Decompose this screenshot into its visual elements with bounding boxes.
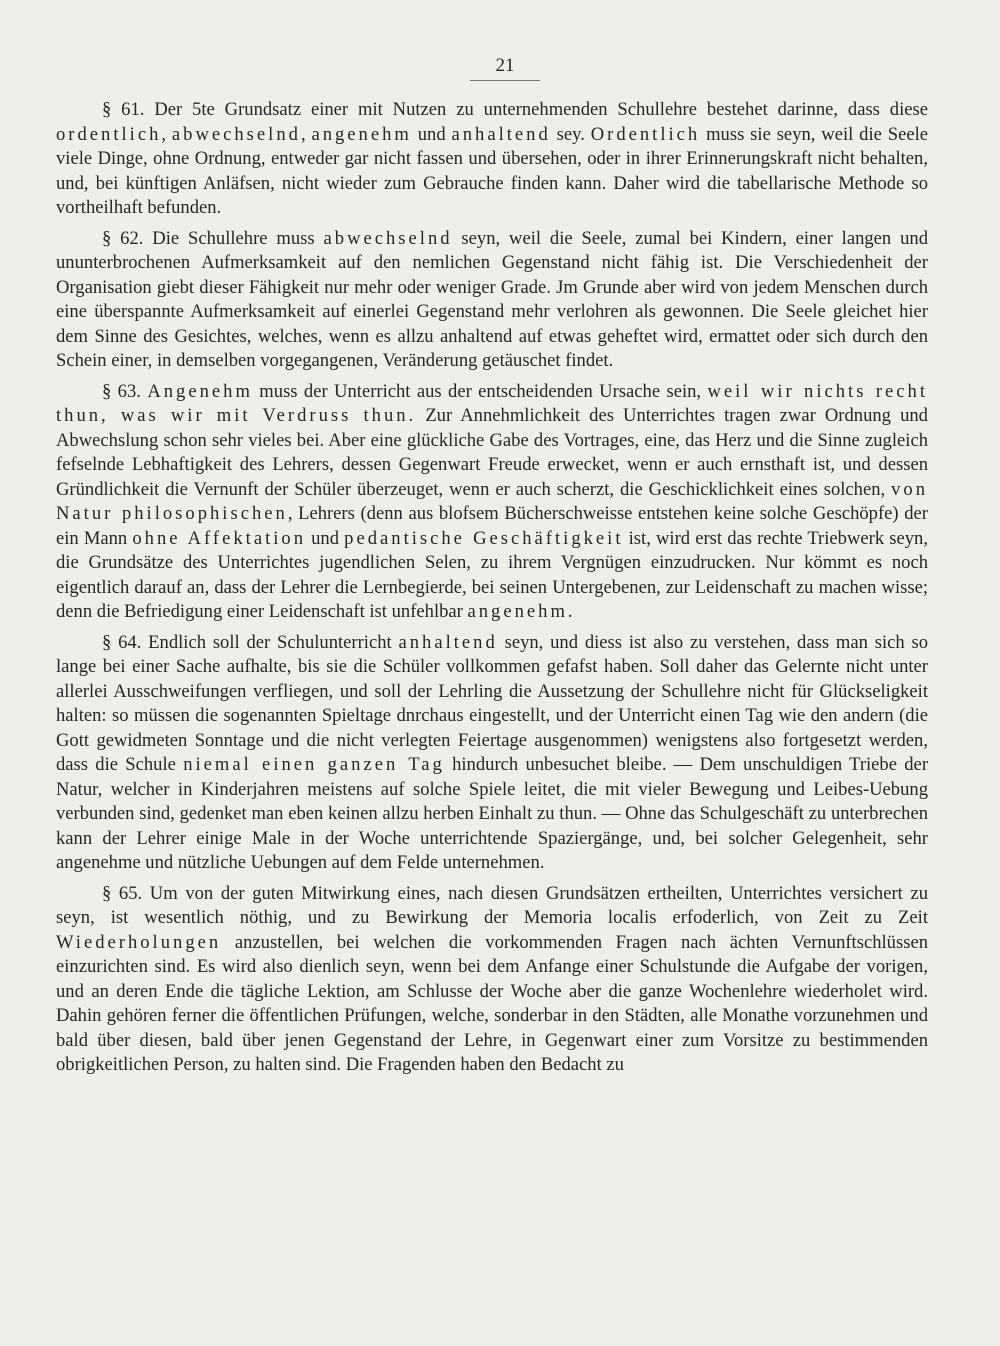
text-run: muss der Unterricht aus der entscheidenden Ursache sein, <box>252 380 708 402</box>
text-run: seyn, und diess ist also zu verstehen, dass man sich so lange bei einer Sache aufhalte, bis sie die Schüler vollkommen gefafst haben. Soll daher das Gelernte nicht unter allerlei Ausschweifungen verfliegen, und soll der Lehrling die Aussetzung der Schullehre nicht für Glückseligkeit halten: so müssen die sogenannten Spieltage dnrchaus eingestellt, und der Unterricht einen Tag wie den andern (die Gott gewidmeten Sonntage und die nicht verlegten Feiertage ausgenommen) wenigstens also fortgesetzt werden, dass die Schule <box>56 631 929 775</box>
page-number: 21 <box>470 55 540 81</box>
text-run: muss sie seyn, weil die Seele viele Dinge, ohne Ordnung, entweder gar nicht fassen und übersehen, oder in ihrer Erinnerungskraft nicht behalten, und, bei künftigen Anläfsen, nicht wieder zum Gebrauche finden kann. Daher wird die tabellarische Methode so vortheilhaft befunden. <box>56 123 929 218</box>
spaced-emphasis-text: ordentlich <box>56 123 162 145</box>
spaced-emphasis-text: ohne Affektation <box>132 527 306 549</box>
spaced-emphasis-text: Wiederholungen <box>56 931 222 953</box>
text-run: Der 5te Grundsatz einer mit Nutzen zu unternehmenden Schullehre bestehet darinne, dass diese <box>154 99 929 120</box>
text-run: . <box>567 601 573 622</box>
spaced-emphasis-text: Ordentlich <box>590 123 701 145</box>
section-number: § 63. <box>102 380 141 402</box>
spaced-emphasis-text: niemal einen ganzen Tag <box>183 754 445 775</box>
text-run: hindurch unbesuchet bleibe. — Dem unschuldigen Triebe der Natur, welcher in Kinderjahren meistens auf solche Spiele leitet, die mit vieler Bewegung und Leibes-Uebung verbunden sind, gedenket man eben keinen allzu herben Einhalt zu thun. — Ohne das Schulgeschäft zu unterbrechen kann der Lehrer einige Male in der Woche unterrichtende Spaziergänge, und, bei solcher Gelegenheit, sehr angenehme und nützliche Uebungen auf dem Felde unternehmen. <box>56 754 929 873</box>
spaced-emphasis-text: anhaltend <box>398 631 498 653</box>
paragraph <box>56 631 928 876</box>
paragraph <box>56 882 928 1078</box>
section-number: § 61. <box>102 99 145 120</box>
spaced-emphasis-text: angenehm <box>311 123 412 145</box>
text-run: , <box>300 123 312 145</box>
text-run: anzustellen, bei welchen die vorkommenden Fragen nach ächten Vernunftschlüssen einzurichten sind. Es wird also dienlich seyn, wenn bei dem Anfange einer Schulstunde die Aufgabe der vorigen, und an deren Ende die tägliche Lektion, am Schlusse der Woche aber die ganze Wochenlehre wiederholet wird. Dahin gehören ferner die öffentlichen Prüfungen, welche, sonderbar in den Städten, alle Monathe vorzunehmen und bald über diesen, bald über jenen Gegenstand der Lehre, in Gegenwart einer zum Vorsitze zu bestimmenden obrigkeitlichen Person, zu halten sind. Die Fragenden haben den Bedacht zu <box>56 931 928 1075</box>
text-run: sey. <box>550 123 591 145</box>
spaced-emphasis-text: Angenehm <box>147 380 253 402</box>
section-number: § 62. <box>102 227 144 249</box>
spaced-emphasis-text: abwechselnd <box>171 123 301 145</box>
text-run: und <box>306 527 345 549</box>
paragraph <box>56 380 928 625</box>
spaced-emphasis-text: pedantische Geschäftigkeit <box>344 527 624 549</box>
text-run: Endlich soll der Schulunterricht <box>148 631 399 653</box>
text-run: Zur Annehmlichkeit des Unterrichtes tragen zwar Ordnung und Abwechslung schon sehr vieles bei. Aber eine glückliche Gabe des Vortrages, eine, das Herz und die Sinne zugleich fefselnde Lebhaftigkeit des Lehrers, dessen Gegenwart Freude erwecket, wenn er auch ernsthaft ist, und dessen Gründlichkeit die Vernunft der Schüler überzeuget, wenn er auch scherzt, die Geschicklichkeit eines solchen, <box>56 405 928 500</box>
paragraph <box>56 227 928 374</box>
text-run: ist, wird erst das rechte Triebwerk seyn, die Grundsätze des Unterrichtes jugendlichen Selen, zu ihrem Vergnügen einzudrucken. Nur kömmt es noch eigentlich darauf an, dass der Lehrer die Lernbegierde, bei seinen Untergebenen, zur Leidenschaft zu machen wisse; denn die Befriedigung einer Leidenschaft ist unfehlbar <box>56 527 928 622</box>
section-number: § 64. <box>102 631 142 653</box>
spaced-emphasis-text: weil wir nichts recht thun, was wir mit Verdruss thun. <box>56 380 928 426</box>
spaced-emphasis-text: von Natur philosophischen <box>56 478 928 524</box>
spaced-emphasis-text: abwechselnd <box>323 227 453 249</box>
text-run: und <box>411 123 452 145</box>
body-text <box>56 98 928 1084</box>
text-run: seyn, weil die Seele, zumal bei Kindern, einer langen und ununterbrochenen Aufmerksamkeit auf den nemlichen Gegenstand nicht fähig ist. Die Verschiedenheit der Organisation giebt dieser Fähigkeit nur mehr oder weniger Grade. Jm Grunde aber wird von jedem Menschen durch eine überspannte Aufmerksamkeit auf einerlei Gegenstand mehr verlohren als gewonnen. Die Seele gleichet hier dem Sinne des Gesichtes, welches, wenn es allzu anhaltend auf etwas geheftet wird, ermattet oder sich durch den Schein einer, in demselben vorgegangenen, Veränderung getäuschet findet. <box>56 227 928 371</box>
text-run: Die Schullehre muss <box>152 227 324 249</box>
spaced-emphasis-text: angenehm <box>467 601 568 622</box>
text-run: , Lehrers (denn aus blofsem Bücherschweisse entstehen keine solche Geschöpfe) der ein Mann <box>56 503 928 549</box>
text-run: , <box>161 123 172 145</box>
paragraph <box>56 98 928 221</box>
spaced-emphasis-text: anhaltend <box>451 123 551 145</box>
section-number: § 65. <box>102 882 143 904</box>
text-run: Um von der guten Mitwirkung eines, nach diesen Grundsätzen ertheilten, Unterrichtes versichert zu seyn, ist wesentlich nöthig, und zu Bewirkung der Memoria localis erfoderlich, von Zeit zu Zeit <box>56 882 928 928</box>
